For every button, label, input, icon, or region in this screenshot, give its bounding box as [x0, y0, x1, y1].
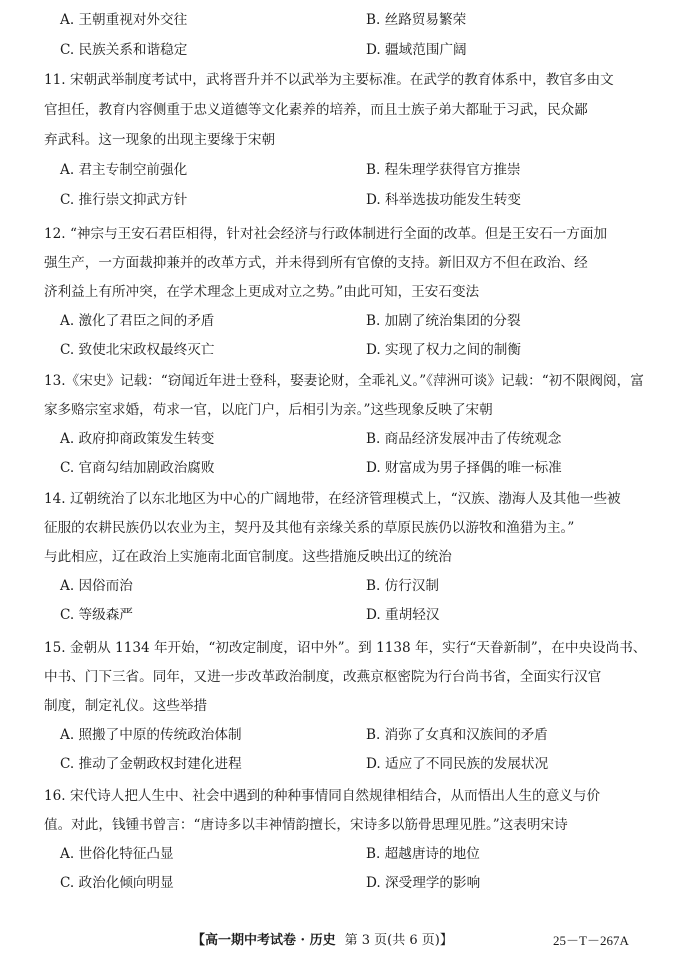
q13-option-b[interactable]: B. 商品经济发展冲击了传统观念 — [366, 431, 562, 447]
footer-exam-code: 25－T－267A — [553, 933, 629, 948]
q13-option-d[interactable]: D. 财富成为男子择偶的唯一标准 — [366, 460, 562, 476]
footer-title — [192, 932, 453, 950]
q12-stem-line-2: 强生产，一方面裁抑兼并的改革方式，并未得到所有官僚的支持。新旧双方不但在政治、经 — [44, 255, 588, 271]
q12-option-a[interactable]: A. 激化了君臣之间的矛盾 — [60, 313, 215, 329]
q11-stem-line-3: 弃武科。这一现象的出现主要缘于宋朝 — [44, 132, 276, 148]
q15-options-row-1 — [60, 726, 660, 744]
q10-options-row-2 — [60, 41, 660, 59]
q13-stem-line-1: 13.《宋史》记载：“窃闻近年进士登科，娶妻论财，全乖礼义。”《萍洲可谈》记载：“初不限阀阅，富 — [44, 373, 644, 389]
q11-option-c[interactable]: C. 推行崇文抑武方针 — [60, 192, 188, 208]
q15-option-d[interactable]: D. 适应了不同民族的发展状况 — [366, 756, 549, 772]
q10-option-b[interactable]: B. 丝路贸易繁荣 — [366, 12, 467, 28]
q13-option-c[interactable]: C. 官商勾结加剧政治腐败 — [60, 460, 215, 476]
q13-stem-line-2: 家多赂宗室求婚，苟求一官，以庇门户，后相引为亲。”这些现象反映了宋朝 — [44, 402, 493, 418]
q10-options-row-1 — [60, 11, 660, 29]
q10-option-d[interactable]: D. 疆域范围广阔 — [366, 42, 467, 58]
q15-stem-line-1: 15. 金朝从 1134 年开始，“初改定制度，诏中外”。到 1138 年，实行“天眷新制”，在中央设尚书、 — [44, 640, 647, 656]
q11-option-b[interactable]: B. 程朱理学获得官方推崇 — [366, 162, 521, 178]
footer-page-number: 第 3 页(共 6 页)】 — [344, 933, 453, 948]
q16-stem-line-1: 16. 宋代诗人把人生中、社会中遇到的种种事情同自然规律相结合，从而悟出人生的意义与价 — [44, 788, 601, 804]
q14-option-d[interactable]: D. 重胡轻汉 — [366, 607, 440, 623]
q11-options-row-1 — [60, 161, 660, 179]
q12-option-b[interactable]: B. 加剧了统治集团的分裂 — [366, 313, 521, 329]
q14-options-row-2 — [60, 606, 660, 624]
q16-option-b[interactable]: B. 超越唐诗的地位 — [366, 846, 480, 862]
q11-stem-line-2: 官担任，教育内容侧重于忠义道德等文化素养的培养，而且士族子弟大都耻于习武，民众鄙 — [44, 102, 588, 118]
q12-stem-line-3: 济利益上有所冲突，在学术理念上更成对立之势。”由此可知，王安石变法 — [44, 284, 480, 300]
q14-stem-line-1: 14. 辽朝统治了以东北地区为中心的广阔地带，在经济管理模式上，“汉族、渤海人及其他一些被 — [44, 491, 621, 507]
q12-stem-line-1: 12. “神宗与王安石君臣相得，针对社会经济与行政体制进行全面的改革。但是王安石一方面加 — [44, 226, 608, 242]
q10-option-c[interactable]: C. 民族关系和谐稳定 — [60, 42, 188, 58]
q16-options-row-1 — [60, 845, 660, 863]
q12-option-c[interactable]: C. 致使北宋政权最终灭亡 — [60, 342, 215, 358]
q11-option-d[interactable]: D. 科举选拔功能发生转变 — [366, 192, 521, 208]
q10-option-a[interactable]: A. 王朝重视对外交往 — [60, 12, 188, 28]
q13-options-row-1 — [60, 430, 660, 448]
q14-stem-line-2: 征服的农耕民族仍以农业为主，契丹及其他有亲缘关系的草原民族仍以游牧和渔猎为主。” — [44, 520, 575, 536]
q11-stem-line-1: 11. 宋朝武举制度考试中，武将晋升并不以武举为主要标准。在武学的教育体系中，教官多由文 — [44, 72, 614, 88]
q12-options-row-1 — [60, 312, 660, 330]
q15-stem-line-2: 中书、门下三省。同年，又进一步改革政治制度，改燕京枢密院为行台尚书省，全面实行汉官 — [44, 669, 602, 685]
footer-exam-title: 【高一期中考试卷 · 历史 — [192, 933, 336, 948]
q11-option-a[interactable]: A. 君主专制空前强化 — [60, 162, 188, 178]
q14-stem-line-3: 与此相应，辽在政治上实施南北面官制度。这些措施反映出辽的统治 — [44, 549, 452, 565]
page-footer — [0, 932, 677, 950]
q11-options-row-2 — [60, 191, 660, 209]
q14-options-row-1 — [60, 577, 660, 595]
q14-option-a[interactable]: A. 因俗而治 — [60, 578, 133, 594]
q16-option-c[interactable]: C. 政治化倾向明显 — [60, 875, 174, 891]
q16-option-a[interactable]: A. 世俗化特征凸显 — [60, 846, 174, 862]
q12-options-row-2 — [60, 341, 660, 359]
q15-option-a[interactable]: A. 照搬了中原的传统政治体制 — [60, 727, 242, 743]
q15-stem-line-3: 制度，制定礼仪。这些举措 — [44, 698, 208, 714]
q15-option-b[interactable]: B. 消弥了女真和汉族间的矛盾 — [366, 727, 548, 743]
q14-option-b[interactable]: B. 仿行汉制 — [366, 578, 440, 594]
q14-option-c[interactable]: C. 等级森严 — [60, 607, 133, 623]
q15-options-row-2 — [60, 755, 660, 773]
q15-option-c[interactable]: C. 推动了金朝政权封建化进程 — [60, 756, 242, 772]
q13-options-row-2 — [60, 459, 660, 477]
q16-options-row-2 — [60, 874, 660, 892]
q13-option-a[interactable]: A. 政府抑商政策发生转变 — [60, 431, 215, 447]
q16-stem-line-2: 值。对此，钱锺书曾言：“唐诗多以丰神情韵擅长，宋诗多以筋骨思理见胜。”这表明宋诗 — [44, 817, 568, 833]
q12-option-d[interactable]: D. 实现了权力之间的制衡 — [366, 342, 521, 358]
q16-option-d[interactable]: D. 深受理学的影响 — [366, 875, 481, 891]
